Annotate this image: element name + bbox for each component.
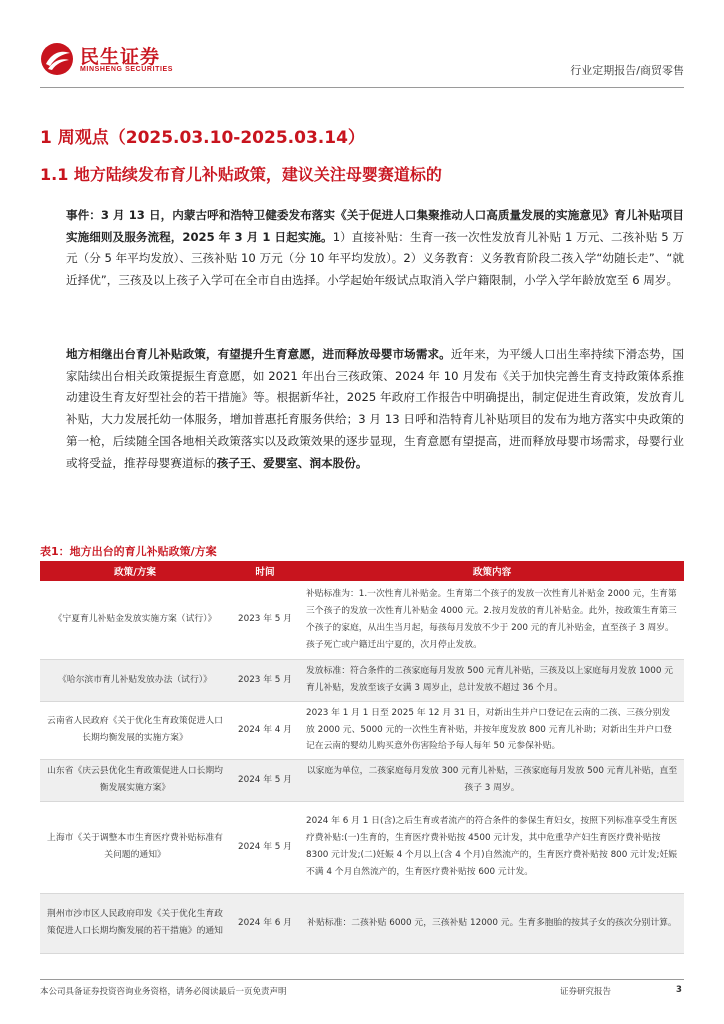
subsection-heading: 1.1 地方陆续发布育儿补贴政策，建议关注母婴赛道标的 bbox=[40, 165, 442, 184]
policy-time: 2023 年 5 月 bbox=[230, 581, 300, 659]
recommended-stocks: 孩子王、爱婴室、润本股份。 bbox=[216, 455, 368, 470]
policy-name: 云南省人民政府《关于优化生育政策促进人口长期均衡发展的实施方案》 bbox=[40, 701, 230, 759]
header-divider bbox=[40, 87, 684, 88]
footer-label: 证券研究报告 bbox=[560, 987, 612, 997]
report-type: 行业定期报告/商贸零售 bbox=[570, 64, 684, 77]
table-row bbox=[40, 801, 684, 893]
analysis-body: 近年来，为平缓人口出生率持续下滑态势，国家陆续出台相关政策提振生育意愿，如 2021 年出台三孩政策、2024 年 10 月发布《关于加快完善生育支持政策体系推动建设生育友好型社会的若干措施》等。根据新华社，2025 年政府工作报告中明确提出，制定促进生育政策，发放育儿补贴，大力发展托幼一体服务，增加普惠托育服务供给；3 月 13 日呼和浩特育儿补贴项目的发布为地方落实中央政策的第一枪，后续随全国各地相关政策落实以及政策效果的逐步显现，生育意愿有望提高，进而释放母婴市场需求，母婴行业或将受益，推荐母婴赛道标的 bbox=[66, 347, 684, 470]
policy-content: 补贴标准为：1.一次性育儿补贴金。生育第二个孩子的发放一次性育儿补贴金 2000 元，生育第三个孩子的发放一次性育儿补贴金 4000 元。2.按月发放的育儿补贴金。此外，按政策生育第三个孩子的家庭，从出生当月起，每孩每月发放不少于 200 元的育儿补贴金，直至孩子 3 周岁。孩子死亡或户籍迁出宁夏的，次月停止发放。 bbox=[300, 581, 684, 659]
table-caption: 表1：地方出台的育儿补贴政策/方案 bbox=[40, 545, 217, 558]
table-header-row bbox=[40, 561, 684, 581]
page-number: 3 bbox=[676, 985, 682, 995]
minsheng-logo-mark-icon bbox=[40, 42, 74, 76]
policy-content: 2023 年 1 月 1 日至 2025 年 12 月 31 日，对新出生并户口登记在云南的二孩、三孩分别发放 2000 元、5000 元的一次性生育补贴，并按年度发放 800 元育儿补助；对新出生并户口登记在云南的婴幼儿购买意外伤害险给予每人每年 50 元参保补贴。 bbox=[300, 701, 684, 759]
analysis-lead: 地方相继出台育儿补贴政策，有望提升生育意愿，进而释放母婴市场需求。 bbox=[66, 347, 451, 361]
footer-disclaimer: 本公司具备证券投资咨询业务资格，请务必阅读最后一页免责声明 bbox=[40, 987, 287, 997]
policy-content: 2024 年 6 月 1 日(含)之后生育或者流产的符合条件的参保生育妇女，按照下列标准享受生育医疗费补贴:(一)生育的，生育医疗费补贴按 4500 元计发，其中危重孕产妇生育医疗费补贴按 8300 元计发;(二)妊娠 4 个月以上(含 4 个月)自然流产的，生育医疗费补贴按 800 元计发;妊娠不满 4 个月自然流产的，生育医疗费补贴按 600 元计发。 bbox=[300, 801, 684, 893]
table-row bbox=[40, 759, 684, 801]
header-time: 时间 bbox=[230, 561, 300, 581]
policy-content: 以家庭为单位，二孩家庭每月发放 300 元育儿补贴，三孩家庭每月发放 500 元育儿补贴，直至孩子 3 周岁。 bbox=[300, 759, 684, 801]
header-policy: 政策/方案 bbox=[40, 561, 230, 581]
policy-time: 2024 年 4 月 bbox=[230, 701, 300, 759]
minsheng-logo bbox=[40, 40, 200, 80]
page-header bbox=[40, 40, 684, 84]
table-row bbox=[40, 701, 684, 759]
header-content: 政策内容 bbox=[300, 561, 684, 581]
policy-time: 2024 年 6 月 bbox=[230, 893, 300, 953]
policy-content: 补贴标准：二孩补贴 6000 元，三孩补贴 12000 元。生育多胞胎的按其子女的孩次分别计算。 bbox=[300, 893, 684, 953]
section-heading: 1 周观点（2025.03.10-2025.03.14） bbox=[40, 128, 365, 148]
table-row bbox=[40, 893, 684, 953]
logo-english-name: MINSHENG SECURITIES bbox=[80, 66, 174, 73]
event-lead: 事件：3 月 13 日，内蒙古呼和浩特卫健委发布落实《关于促进人口集聚推动人口高质量发展的实施意见》育儿补贴项目实施细则及服务流程，2025 年 3 月 1 日起实施。 bbox=[66, 208, 684, 244]
policy-content: 发放标准：符合条件的二孩家庭每月发放 500 元育儿补贴，三孩及以上家庭每月发放 1000 元育儿补贴，发放至该子女满 3 周岁止，总计发放不超过 36 个月。 bbox=[300, 659, 684, 701]
policy-name: 上海市《关于调整本市生育医疗费补贴标准有关问题的通知》 bbox=[40, 801, 230, 893]
policy-table bbox=[40, 561, 684, 954]
policy-time: 2024 年 5 月 bbox=[230, 759, 300, 801]
analysis-paragraph bbox=[66, 344, 684, 474]
logo-chinese-name: 民生证券 bbox=[80, 46, 161, 68]
footer-divider bbox=[40, 979, 684, 980]
policy-name: 荆州市沙市区人民政府印发《关于优化生育政策促进人口长期均衡发展的若干措施》的通知 bbox=[40, 893, 230, 953]
table-row bbox=[40, 659, 684, 701]
table-row bbox=[40, 581, 684, 659]
policy-time: 2023 年 5 月 bbox=[230, 659, 300, 701]
policy-name: 《宁夏育儿补贴金发放实施方案（试行）》 bbox=[40, 581, 230, 659]
policy-name: 山东省《庆云县优化生育政策促进人口长期均衡发展实施方案》 bbox=[40, 759, 230, 801]
event-paragraph bbox=[66, 205, 684, 292]
event-body: 1）直接补贴：生育一孩一次性发放育儿补贴 1 万元、二孩补贴 5 万元（分 5 年平均发放）、三孩补贴 10 万元（分 10 年平均发放）。2）义务教育：义务教育阶段二孩入学“幼随长走”、“就近择优”，三孩及以上孩子入学可在全市自由选择。小学起始年级试点取消入学户籍限制，小学入学年龄放宽至 6 周岁。 bbox=[66, 229, 684, 288]
policy-time: 2024 年 5 月 bbox=[230, 801, 300, 893]
policy-name: 《哈尔滨市育儿补贴发放办法（试行）》 bbox=[40, 659, 230, 701]
